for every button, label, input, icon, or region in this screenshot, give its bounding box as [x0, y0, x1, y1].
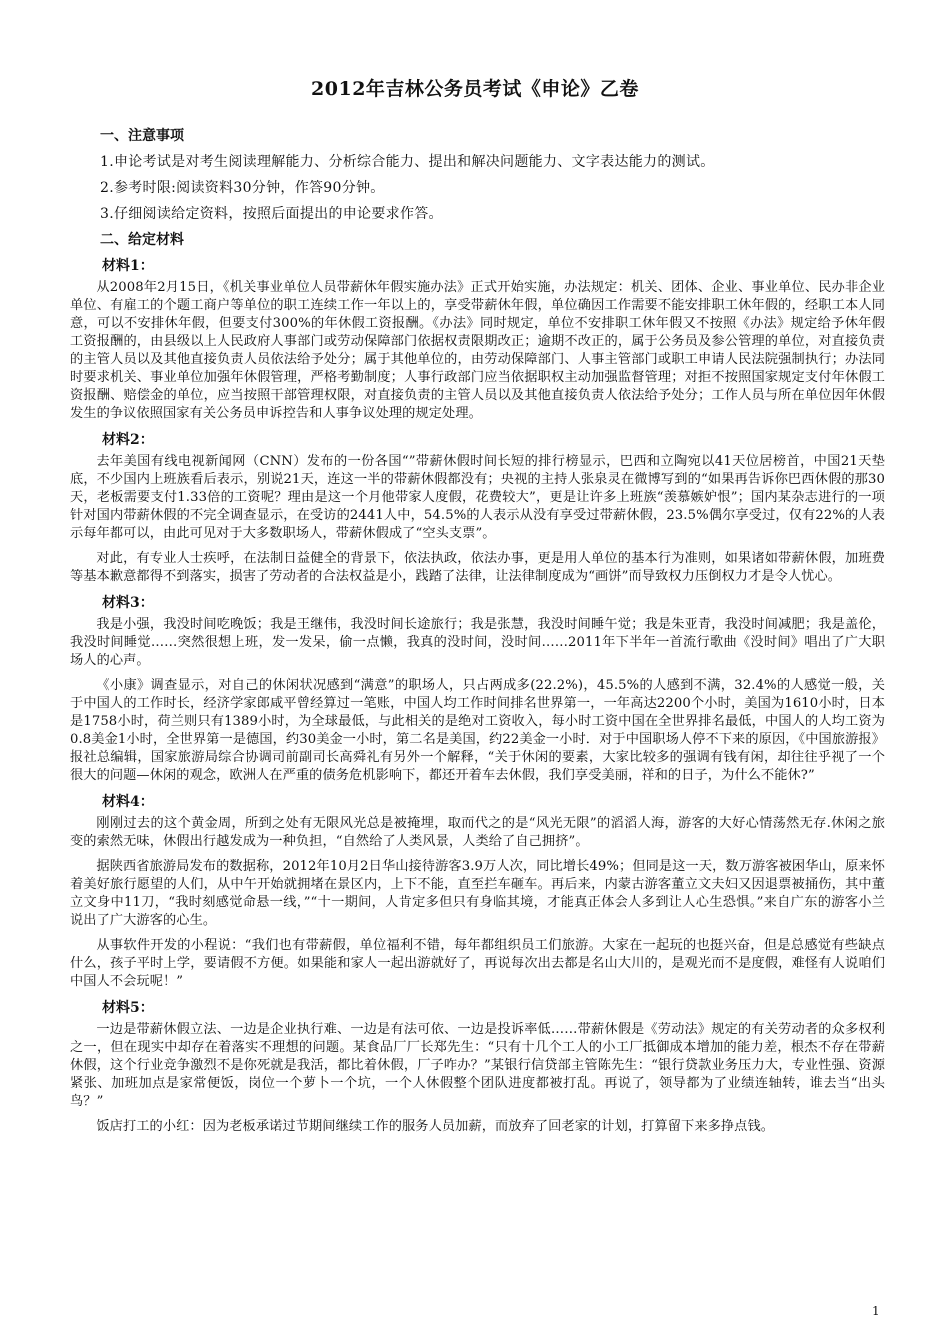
material-paragraph: 从事软件开发的小程说：“我们也有带薪假，单位福利不错，每年都组织员工们旅游。大家在一起玩的也挺兴奋，但是总感觉有些缺点什么，孩子平时上学，要请假不方便。如果能和家人一起出游就好了，再说每次出去都是名山大川的，是观光而不是度假，难怪有人说咱们中国人不会玩呢！”	[70, 938, 885, 989]
section-heading-notes: 一、注意事项	[100, 128, 184, 144]
page-title: 2012年吉林公务员考试《申论》乙卷	[311, 78, 639, 100]
note-item: 3.仔细阅读给定资料，按照后面提出的申论要求作答。	[100, 206, 443, 222]
material-label: 材料3：	[102, 595, 154, 611]
page-number: 1	[872, 1304, 880, 1318]
material-paragraph: 《小康》调查显示，对自己的休闲状况感到“满意”的职场人，只占两成多(22.2%)，45.5%的人感到不满，32.4%的人感觉一般，关于中国人的工作时长，经济学家郎咸平曾经算过一笔账，中国人均工作时间排名世界第一，一年高达2200个小时，美国为1610小时，日本是1758小时，荷兰则只有1389小时，为全球最低，与此相关的是绝对工资收入，每小时工资中国在全世界排名最低，中国人的人均工资为0.8美金1小时，全世界第一是德国，约30美金一小时，第二名是美国，约22美金一小时．对于中国职场人停不下来的原因，《中国旅游报》报社总编辑，国家旅游局综合协调司前副司长高舜礼有另外一个解释，“关于休闲的要素，大家比较多的强调有钱有闲，却往往乎视了一个很大的问题—休闲的观念，欧洲人在严重的债务危机影响下，都还开着车去休假，我们享受美丽，祥和的日子，为什么不能休?”	[70, 678, 885, 783]
note-item: 1.申论考试是对考生阅读理解能力、分析综合能力、提出和解决问题能力、文字表达能力的测试。	[100, 154, 715, 170]
material-paragraph: 对此，有专业人士疾呼，在法制日益健全的背景下，依法执政，依法办事，更是用人单位的基本行为准则，如果诸如带薪休假，加班费等基本歉意都得不到落实，损害了劳动者的合法权益是小，践踏了法律，让法律制度成为“画饼”而导致权力压倒权力才是令人忧心。	[70, 551, 885, 584]
section-heading-materials: 二、给定材料	[100, 232, 184, 248]
material-paragraph: 据陕西省旅游局发布的数据称，2012年10月2日华山接待游客3.9万人次，同比增长49%；但同是这一天，数万游客被困华山，原来怀着美好旅行愿望的人们，从中午开始就拥堵在景区内，上下不能，直至拦车砸车。再后来，内蒙古游客董立文夫妇又因退票被捅伤，其中董立文身中11刀，“我时刻感觉命悬一线，”“十一期间，人肯定多但只有身临其境，才能真正体会人多到让人心生恐惧。”来自广东的游客小兰说出了广大游客的心生。	[70, 859, 885, 928]
material-label: 材料4：	[102, 794, 154, 810]
material-paragraph: 一边是带薪休假立法、一边是企业执行难、一边是有法可依、一边是投诉率低……带薪休假是《劳动法》规定的有关劳动者的众多权利之一，但在现实中却存在着落实不理想的问题。某食品厂厂长郑先生：“只有十几个工人的小工厂抵御成本增加的能力差，根杰不存在带薪休假，这个行业竞争激烈不是你死就是我活，都比着休假，厂子咋办？”某银行信贷部主管陈先生：“银行贷款业务压力大，专业性强、资源紧张、加班加点是家常便饭，岗位一个萝卜一个坑，一个人休假整个团队进度都被打乱。再说了，领导都为了业绩连轴转，谁去当“出头鸟？”	[70, 1022, 885, 1109]
material-paragraph: 我是小强，我没时间吃晚饭；我是王继伟，我没时间长途旅行；我是张慧，我没时间睡午觉；我是朱亚青，我没时间减肥；我是盖伦，我没时间睡觉……突然很想上班，发一发呆，偷一点懒，我真的没时间，没时间……2011年下半年一首流行歌曲《没时间》唱出了广大职场人的心声。	[70, 617, 885, 668]
note-item: 2.参考时限:阅读资料30分钟，作答90分钟。	[100, 180, 385, 196]
material-label: 材料2：	[102, 432, 154, 448]
material-paragraph: 饭店打工的小红：因为老板承诺过节期间继续工作的服务人员加薪，而放弃了回老家的计划，打算留下来多挣点钱。	[96, 1119, 775, 1134]
material-label: 材料1：	[102, 258, 154, 274]
material-paragraph: 从2008年2月15日，《机关事业单位人员带薪休年假实施办法》正式开始实施，办法规定：机关、团体、企业、事业单位、民办非企业单位、有雇工的个题工商户等单位的职工连续工作一年以上的，享受带薪休年假，单位确因工作需要不能安排职工休年假的，经职工本人同意，可以不安排休年假，但要支付300%的年休假工资报酬。《办法》同时规定，单位不安排职工休年假又不按照《办法》规定给予休年假工资报酬的，由县级以上人民政府人事部门或劳动保障部门依据权责限期改正；逾期不改正的，属于公务员及参公管理的单位，对直接负责的主管人员以及其他直接负责人员依法给予处分；属于其他单位的，由劳动保障部门、人事主管部门或职工申请人民法院强制执行；办法同时要求机关、事业单位加强年休假管理，严格考勤制度；人事行政部门应当依据职权主动加强监督管理；对拒不按照国家规定支付年休假工资报酬、赔偿金的单位，应当按照干部管理权限，对直接负责的主管人员以及其他直接负责人依法给予处分；工作人员与所在单位因年休假发生的争议依照国家有关公务员申诉控告和人事争议处理的规定处理。	[70, 280, 885, 421]
material-label: 材料5：	[102, 1000, 154, 1016]
material-paragraph: 刚刚过去的这个黄金周，所到之处有无限风光总是被掩埋，取而代之的是“风光无限”的滔滔人海，游客的大好心情荡然无存.休闲之旅变的索然无味，休假出行越发成为一种负担，“自然给了人类风景，人类给了自己拥挤”。	[70, 816, 885, 849]
material-paragraph: 去年美国有线电视新闻网（CNN）发布的一份各国“”带薪休假时间长短的排行榜显示，巴西和立陶宛以41天位居榜首，中国21天垫底，不少国内上班族看后表示，别说21天，连这一半的带薪休假都没有；央视的主持人张泉灵在微博写到的“如果再告诉你巴西休假的那30天，老板需要支付1.33倍的工资呢？理由是这一个月他带家人度假，花费较大”，更是让许多上班族“羡慕嫉妒恨”；国内某杂志进行的一项针对国内带薪休假的不完全调查显示，在受访的2441人中，54.5%的人表示从没有享受过带薪休假，23.5%偶尔享受过，仅有22%的人表示每年都可以，由此可见对于大多数职场人，带薪休假成了“空头支票”。	[70, 454, 885, 541]
document-body	[70, 126, 885, 1143]
